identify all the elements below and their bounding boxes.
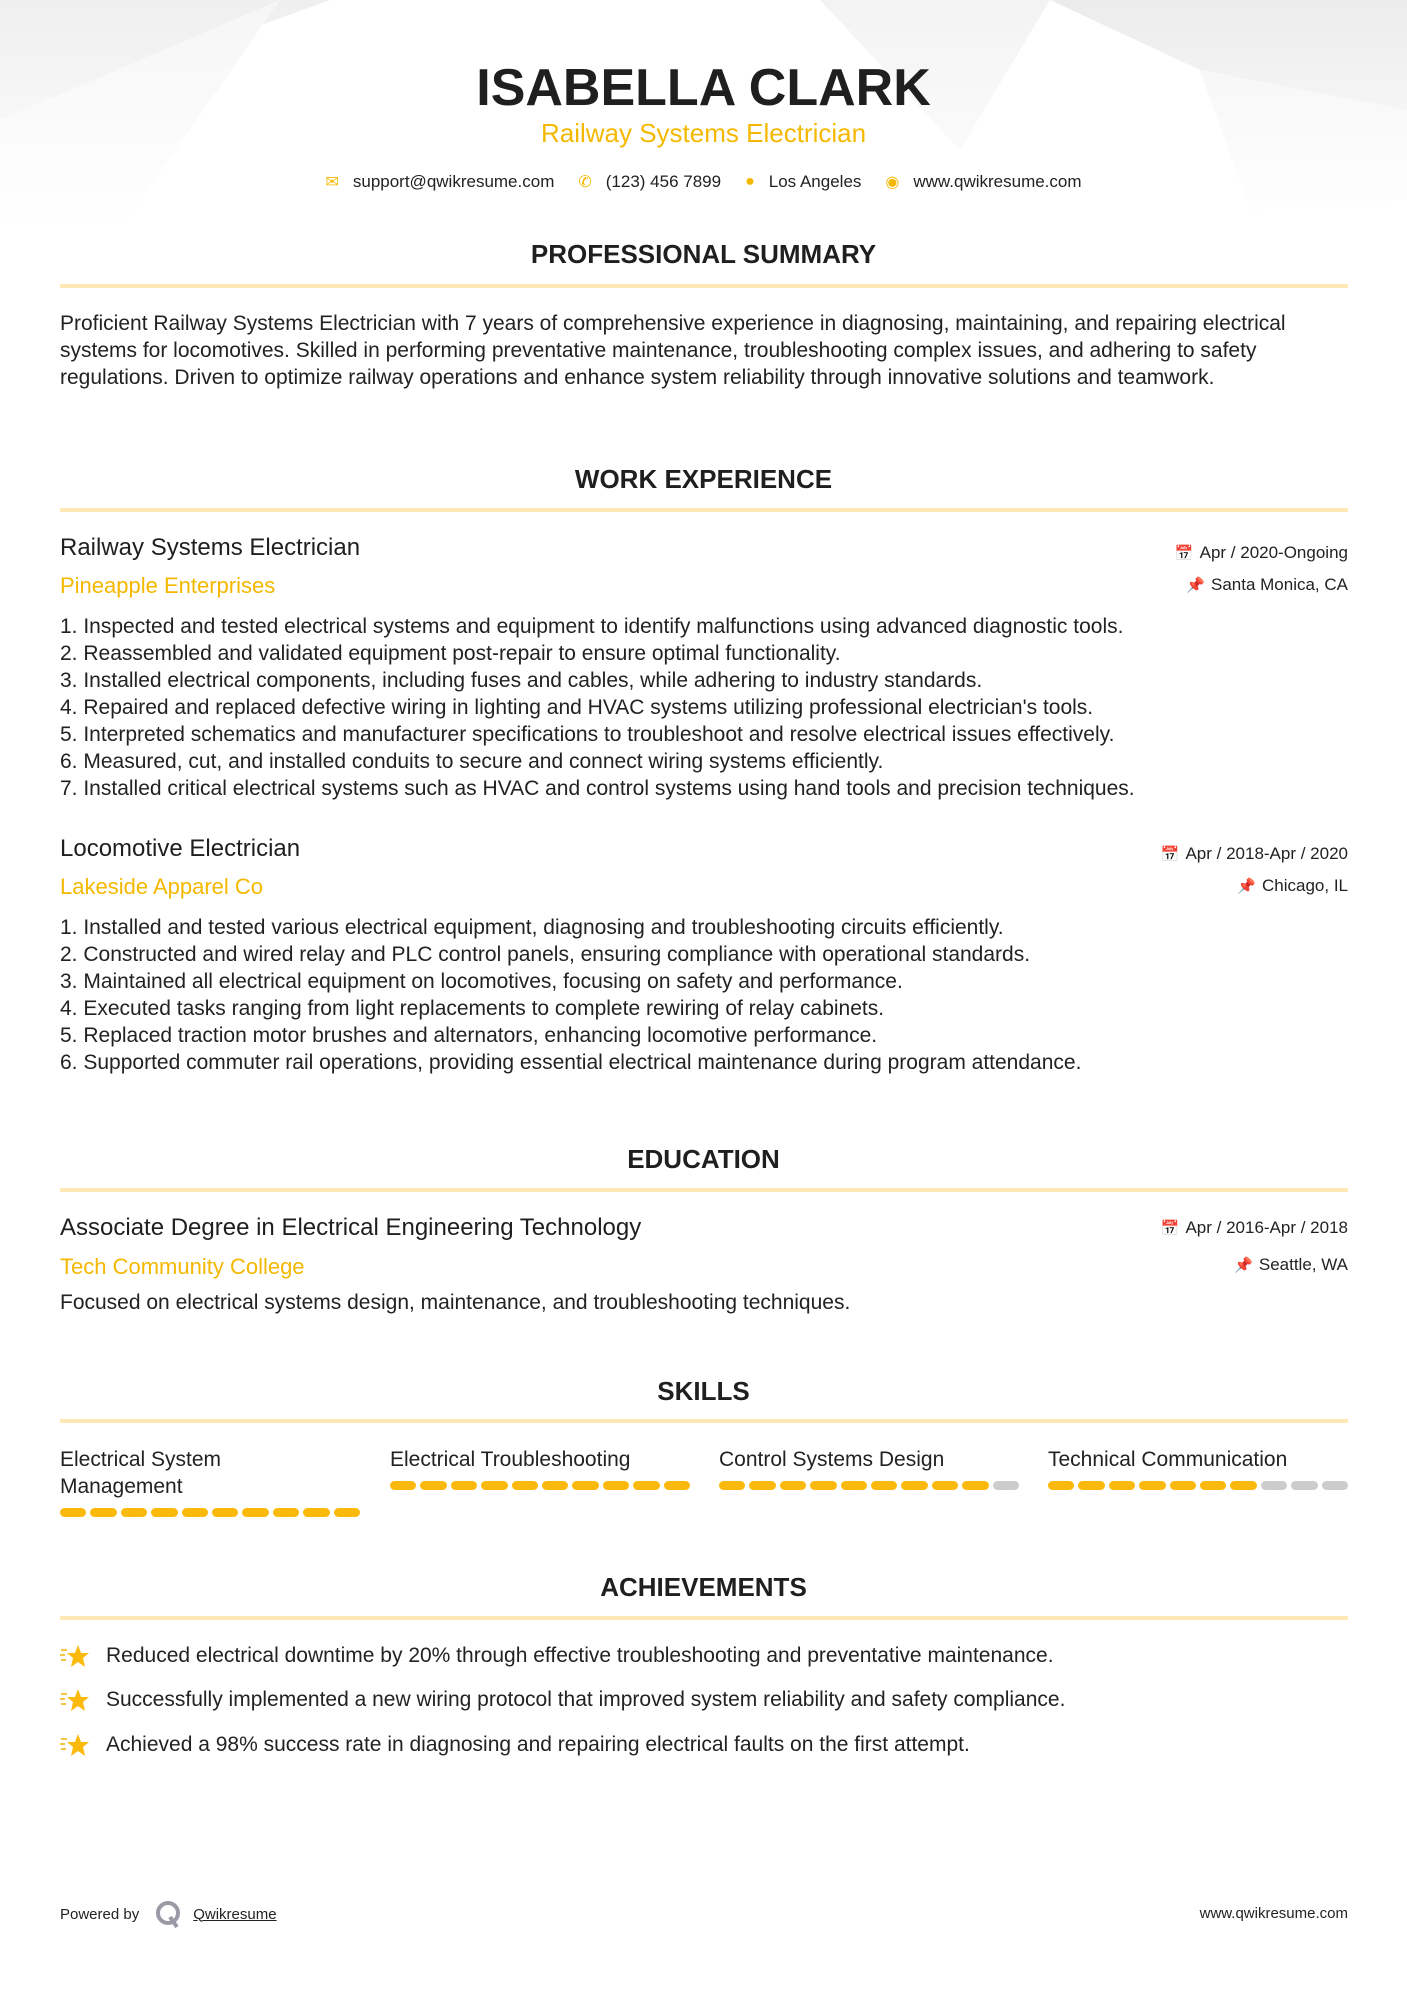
section-heading-experience: WORK EXPERIENCE xyxy=(574,464,833,494)
skill-bar-segment xyxy=(1261,1481,1287,1490)
skill-bar-segment xyxy=(633,1481,659,1490)
contact-email[interactable]: support@qwikresume.com xyxy=(352,172,555,191)
job-location xyxy=(1186,575,1348,595)
list-item: 3. Maintained all electrical equipment on locomotives, focusing on safety and performance. xyxy=(60,970,903,993)
skill-bar-segment xyxy=(1109,1481,1135,1490)
section-heading-skills: SKILLS xyxy=(657,1376,750,1406)
skill-bar-segment xyxy=(1170,1481,1196,1490)
star-icon xyxy=(60,1731,90,1759)
skill-bar-segment xyxy=(151,1508,177,1517)
pin-icon: 📌 xyxy=(1186,577,1205,594)
job-title: Locomotive Electrician xyxy=(60,835,301,862)
skill-bar-segment xyxy=(603,1481,629,1490)
degree-title: Associate Degree in Electrical Engineering Technology xyxy=(60,1214,642,1241)
skill-level-bar xyxy=(60,1508,360,1517)
location-pin-icon: ● xyxy=(745,173,755,190)
job-dates xyxy=(1161,844,1348,864)
candidate-name: ISABELLA CLARK xyxy=(476,59,931,117)
list-item: 6. Measured, cut, and installed conduits to secure and connect wiring systems efficiently. xyxy=(60,750,884,773)
skill-bar-segment xyxy=(780,1481,806,1490)
skill-bar-segment xyxy=(962,1481,988,1490)
skill-bar-segment xyxy=(481,1481,507,1490)
star-icon xyxy=(60,1642,90,1670)
skill-level-bar xyxy=(719,1481,1019,1490)
skill-bar-segment xyxy=(390,1481,416,1490)
skill-bar-segment xyxy=(993,1481,1019,1490)
skill-bar-segment xyxy=(664,1481,690,1490)
job-dates-text: Apr / 2020-Ongoing xyxy=(1199,543,1348,562)
skill-bar-segment xyxy=(542,1481,568,1490)
list-item: 3. Installed electrical components, including fuses and cables, while adhering to industry standards. xyxy=(60,669,983,692)
skill-name: Electrical System Management xyxy=(60,1448,222,1498)
education-dates-text: Apr / 2016-Apr / 2018 xyxy=(1185,1218,1348,1237)
skill-bar-segment xyxy=(749,1481,775,1490)
skill-bar-segment xyxy=(871,1481,897,1490)
section-divider xyxy=(60,508,1348,512)
list-item: 2. Constructed and wired relay and PLC control panels, ensuring compliance with operational standards. xyxy=(60,943,1031,966)
calendar-icon: 📅 xyxy=(1160,846,1180,863)
pin-icon: 📌 xyxy=(1234,1257,1253,1274)
job-company: Pineapple Enterprises xyxy=(60,573,276,598)
qwikresume-logo-icon xyxy=(155,1900,181,1928)
calendar-icon: 📅 xyxy=(1174,545,1194,562)
section-heading-achievements: ACHIEVEMENTS xyxy=(600,1572,807,1602)
skill-name: Electrical Troubleshooting xyxy=(390,1448,631,1471)
job-bullets xyxy=(60,613,1350,802)
skill-level-bar xyxy=(390,1481,690,1490)
skill-bar-segment xyxy=(1139,1481,1165,1490)
skill-bar-segment xyxy=(1230,1481,1256,1490)
school-name: Tech Community College xyxy=(60,1254,305,1279)
job-bullets xyxy=(60,914,1350,1076)
list-item: 4. Repaired and replaced defective wiring in lighting and HVAC systems utilizing professional electrician's tools. xyxy=(60,696,1094,719)
list-item: 2. Reassembled and validated equipment post-repair to ensure optimal functionality. xyxy=(60,642,841,665)
job-location-text: Chicago, IL xyxy=(1262,876,1348,895)
skill-bar-segment xyxy=(572,1481,598,1490)
section-divider xyxy=(60,1188,1348,1192)
skill-bar-segment xyxy=(273,1508,299,1517)
education-location xyxy=(1234,1255,1348,1275)
section-heading-education: EDUCATION xyxy=(627,1144,780,1174)
skill-bar-segment xyxy=(303,1508,329,1517)
skill-bar-segment xyxy=(901,1481,927,1490)
achievement-text: Reduced electrical downtime by 20% through effective troubleshooting and preventative maintenance. xyxy=(106,1644,1054,1667)
skill-bar-segment xyxy=(242,1508,268,1517)
contact-phone: (123) 456 7899 xyxy=(605,172,722,191)
footer-website[interactable]: www.qwikresume.com xyxy=(1199,1905,1348,1922)
skill-bar-segment xyxy=(932,1481,958,1490)
skill-bar-segment xyxy=(719,1481,745,1490)
section-divider xyxy=(60,1419,1348,1423)
skill-bar-segment xyxy=(810,1481,836,1490)
skill-bar-segment xyxy=(420,1481,446,1490)
job-location xyxy=(1237,876,1348,896)
skill-bar-segment xyxy=(121,1508,147,1517)
skill-bar-segment xyxy=(334,1508,360,1517)
skill-name: Technical Communication xyxy=(1048,1448,1288,1471)
job-dates xyxy=(1175,543,1348,563)
contact-location: Los Angeles xyxy=(768,172,862,191)
skill-bar-segment xyxy=(451,1481,477,1490)
skill-bar-segment xyxy=(512,1481,538,1490)
job-company: Lakeside Apparel Co xyxy=(60,874,264,899)
achievement-item xyxy=(60,1731,970,1759)
contact-bar xyxy=(0,172,1407,192)
education-description: Focused on electrical systems design, maintenance, and troubleshooting techniques. xyxy=(60,1291,851,1314)
list-item: 7. Installed critical electrical systems such as HVAC and control systems using hand tools and precision techniques. xyxy=(60,777,1135,800)
summary-text: Proficient Railway Systems Electrician with 7 years of comprehensive experience in diagnosing, maintaining, and repairing electrical systems for locomotives. Skilled in performing preventative maintenance, troubleshooting complex issues, and adhering to safety regulations. Driven to optimize railway operations and enhance system reliability through innovative solutions and teamwork. xyxy=(60,312,1286,389)
achievement-text: Achieved a 98% success rate in diagnosing and repairing electrical faults on the first attempt. xyxy=(106,1733,970,1756)
section-heading-summary: PROFESSIONAL SUMMARY xyxy=(530,239,877,269)
skill-bar-segment xyxy=(182,1508,208,1517)
list-item: 1. Inspected and tested electrical systems and equipment to identify malfunctions using advanced diagnostic tools. xyxy=(60,615,1124,638)
section-divider xyxy=(60,1616,1348,1620)
phone-icon: ✆ xyxy=(578,174,592,191)
job-dates-text: Apr / 2018-Apr / 2020 xyxy=(1185,844,1348,863)
email-icon: ✉ xyxy=(325,174,339,191)
skill-bar-segment xyxy=(1200,1481,1226,1490)
skill-bar-segment xyxy=(1048,1481,1074,1490)
pin-icon: 📌 xyxy=(1237,878,1256,895)
footer-powered-by xyxy=(60,1900,277,1928)
calendar-icon: 📅 xyxy=(1160,1220,1180,1237)
list-item: 5. Interpreted schematics and manufacturer specifications to troubleshoot and resolve electrical issues effectively. xyxy=(60,723,1115,746)
achievement-item xyxy=(60,1686,1065,1714)
skill-item xyxy=(1048,1446,1348,1490)
section-divider xyxy=(60,284,1348,288)
brand-link[interactable]: Qwikresume xyxy=(193,1905,277,1923)
list-item: 1. Installed and tested various electrical equipment, diagnosing and troubleshooting circuits efficiently. xyxy=(60,916,1004,939)
skill-bar-segment xyxy=(841,1481,867,1490)
job-location-text: Santa Monica, CA xyxy=(1210,575,1348,594)
list-item: 4. Executed tasks ranging from light replacements to complete rewiring of relay cabinets. xyxy=(60,997,885,1020)
education-location-text: Seattle, WA xyxy=(1258,1255,1348,1274)
skill-item xyxy=(719,1446,1019,1490)
powered-by-label: Powered by xyxy=(60,1905,140,1923)
job-title: Railway Systems Electrician xyxy=(60,534,361,561)
skill-item xyxy=(60,1446,360,1517)
star-icon xyxy=(60,1686,90,1714)
skill-bar-segment xyxy=(1078,1481,1104,1490)
achievement-text: Successfully implemented a new wiring protocol that improved system reliability and safety compliance. xyxy=(106,1688,1066,1711)
skill-bar-segment xyxy=(1322,1481,1348,1490)
skill-bar-segment xyxy=(212,1508,238,1517)
contact-website[interactable]: www.qwikresume.com xyxy=(913,172,1082,191)
list-item: 5. Replaced traction motor brushes and alternators, enhancing locomotive performance. xyxy=(60,1024,878,1047)
skill-level-bar xyxy=(1048,1481,1348,1490)
education-dates xyxy=(1161,1218,1348,1238)
candidate-title: Railway Systems Electrician xyxy=(540,118,867,148)
list-item: 6. Supported commuter rail operations, providing essential electrical maintenance during program attendance. xyxy=(60,1051,1082,1074)
achievement-item xyxy=(60,1642,1054,1670)
globe-icon: ◉ xyxy=(885,174,900,191)
skill-item xyxy=(390,1446,690,1490)
skill-name: Control Systems Design xyxy=(719,1448,945,1471)
skill-bar-segment xyxy=(60,1508,86,1517)
skill-bar-segment xyxy=(1291,1481,1317,1490)
skill-bar-segment xyxy=(90,1508,116,1517)
